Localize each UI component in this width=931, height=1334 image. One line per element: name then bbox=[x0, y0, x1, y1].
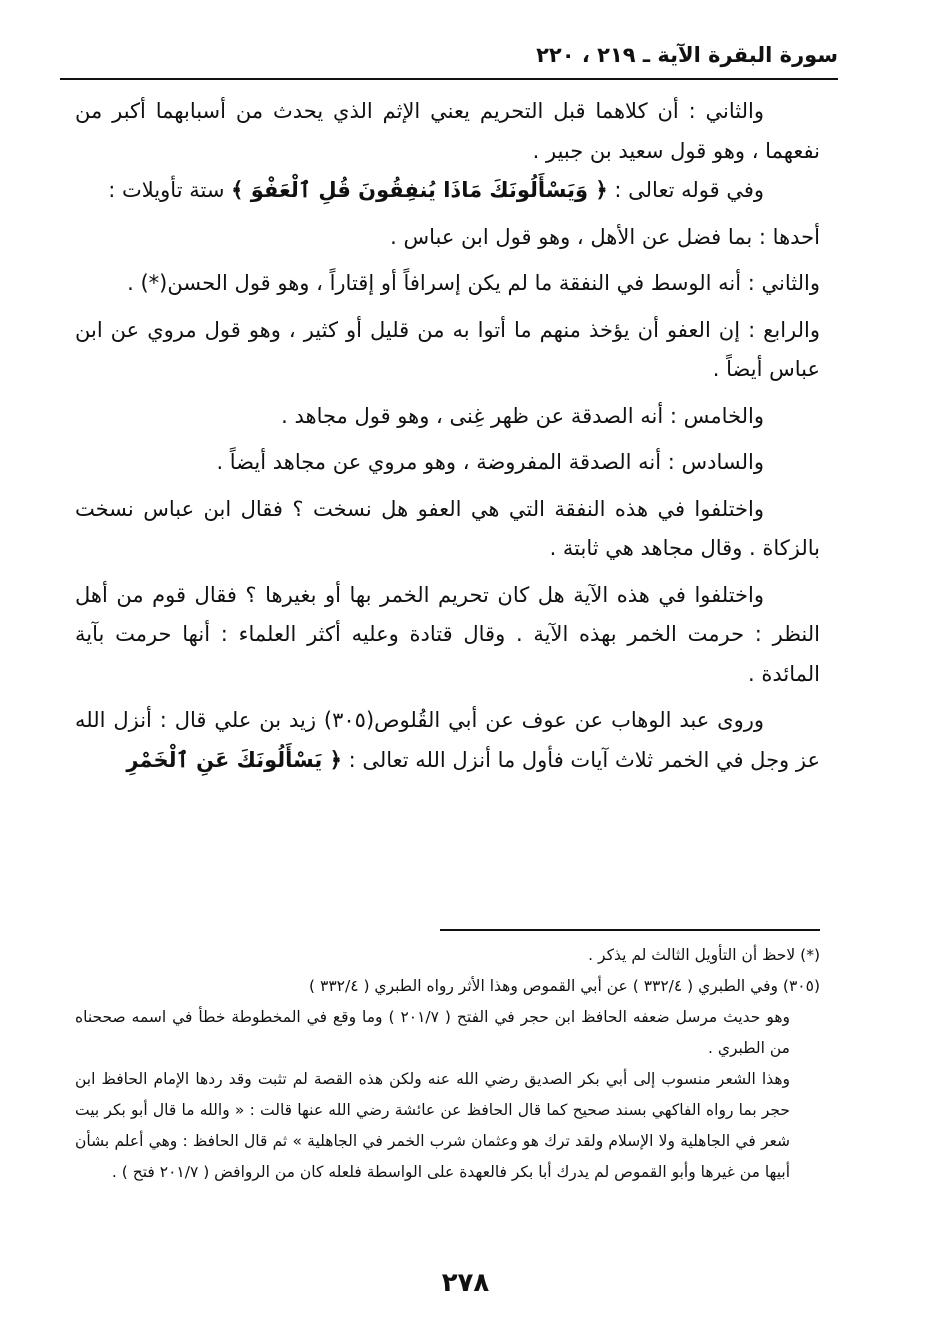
paragraph-9 bbox=[75, 576, 820, 695]
footnote-rule bbox=[440, 929, 820, 931]
paragraph-2-intro: وفي قوله تعالى : bbox=[607, 178, 764, 202]
page-number: ٢٧٨ bbox=[441, 1268, 490, 1298]
header-rule bbox=[60, 78, 838, 80]
quran-verse: ﴿ وَيَسْأَلُونَكَ مَاذَا يُنفِقُونَ قُلِ ٱلْعَفْوَ ﴾ bbox=[231, 178, 608, 202]
footnote-2: (٣٠٥) وفي الطبري ( ٣٣٢/٤ ) عن أبي القموص وهذا الأثر رواه الطبري ( ٣٣٢/٤ ) bbox=[309, 977, 820, 995]
footnote-2-continuation: وهو حديث مرسل ضعفه الحافظ ابن حجر في الفتح ( ٢٠١/٧ ) وما وقع في المخطوطة خطأ في اسمه صححناه من الطبري . bbox=[75, 1008, 790, 1057]
paragraph-5-text: والرابع : إن العفو أن يؤخذ منهم ما أتوا به من قليل أو كثير ، وهو قول مروي عن ابن عباس أيضاً . bbox=[75, 317, 820, 381]
paragraph-9-text: واختلفوا في هذه الآية هل كان تحريم الخمر بها أو بغيرها ؟ فقال قوم من أهل النظر : حرمت الخمر بهذه الآية . وقال قتادة وعليه أكثر العلماء : أنها حرمت بآية المائدة . bbox=[75, 582, 820, 686]
paragraph-4 bbox=[75, 264, 820, 304]
paragraph-3 bbox=[75, 218, 820, 258]
paragraph-6 bbox=[75, 397, 820, 437]
main-text bbox=[75, 92, 820, 780]
running-header: سورة البقرة الآية ـ ٢١٩ ، ٢٢٠ bbox=[536, 43, 838, 67]
paragraph-4-text: والثاني : أنه الوسط في النفقة ما لم يكن إسرافاً أو إقتاراً ، وهو قول الحسن(*) . bbox=[127, 271, 820, 295]
footnotes bbox=[75, 940, 820, 1188]
paragraph-2 bbox=[75, 171, 820, 211]
paragraph-7-text: والسادس : أنه الصدقة المفروضة ، وهو مروي عن مجاهد أيضاً . bbox=[216, 450, 764, 474]
footnote-1: (*) لاحظ أن التأويل الثالث لم يذكر . bbox=[588, 946, 820, 964]
paragraph-10-text: وروى عبد الوهاب عن عوف عن أبي القُلوص(٣٠٥) زيد بن علي قال : أنزل الله عز وجل في الخمر ثلاث آيات فأول ما أنزل الله تعالى : bbox=[75, 708, 820, 772]
paragraph-6-text: والخامس : أنه الصدقة عن ظهر غِنى ، وهو قول مجاهد . bbox=[281, 403, 764, 428]
paragraph-7 bbox=[75, 443, 820, 483]
paragraph-1 bbox=[75, 92, 820, 171]
footnote-2-commentary: وهذا الشعر منسوب إلى أبي بكر الصديق رضي الله عنه ولكن هذه القصة لم تثبت وقد ردها الإمام الحافظ ابن حجر بما رواه الفاكهي بسند صحيح كما قال الحافظ عن عائشة رضي الله عنها قالت : « والله ما قال أبو بكر بيت شعر في الجاهلية ولا الإسلام ولقد ترك هو وعثمان شرب الخمر في الجاهلية » ثم قال الحافظ : وهي أعلم بشأن أبيها من غيرها وأبو القموص لم يدرك أبا بكر فالعهدة على الواسطة فلعله كان من الروافض ( ٢٠١/٧ فتح ) . bbox=[75, 1070, 790, 1181]
paragraph-1-text: والثاني : أن كلاهما قبل التحريم يعني الإثم الذي يحدث من أسبابهما أكبر من نفعهما ، وهو قول سعيد بن جبير . bbox=[75, 99, 820, 163]
paragraph-10 bbox=[75, 701, 820, 780]
quran-verse-2: ﴿ يَسْأَلُونَكَ عَنِ ٱلْخَمْرِ bbox=[126, 747, 342, 772]
paragraph-2-outro: ستة تأويلات : bbox=[108, 178, 232, 202]
paragraph-8 bbox=[75, 490, 820, 569]
paragraph-5 bbox=[75, 311, 820, 390]
paragraph-8-text: واختلفوا في هذه النفقة التي هي العفو هل نسخت ؟ فقال ابن عباس نسخت بالزكاة . وقال مجاهد هي ثابتة . bbox=[75, 496, 820, 560]
paragraph-3-text: أحدها : بما فضل عن الأهل ، وهو قول ابن عباس . bbox=[390, 224, 820, 249]
